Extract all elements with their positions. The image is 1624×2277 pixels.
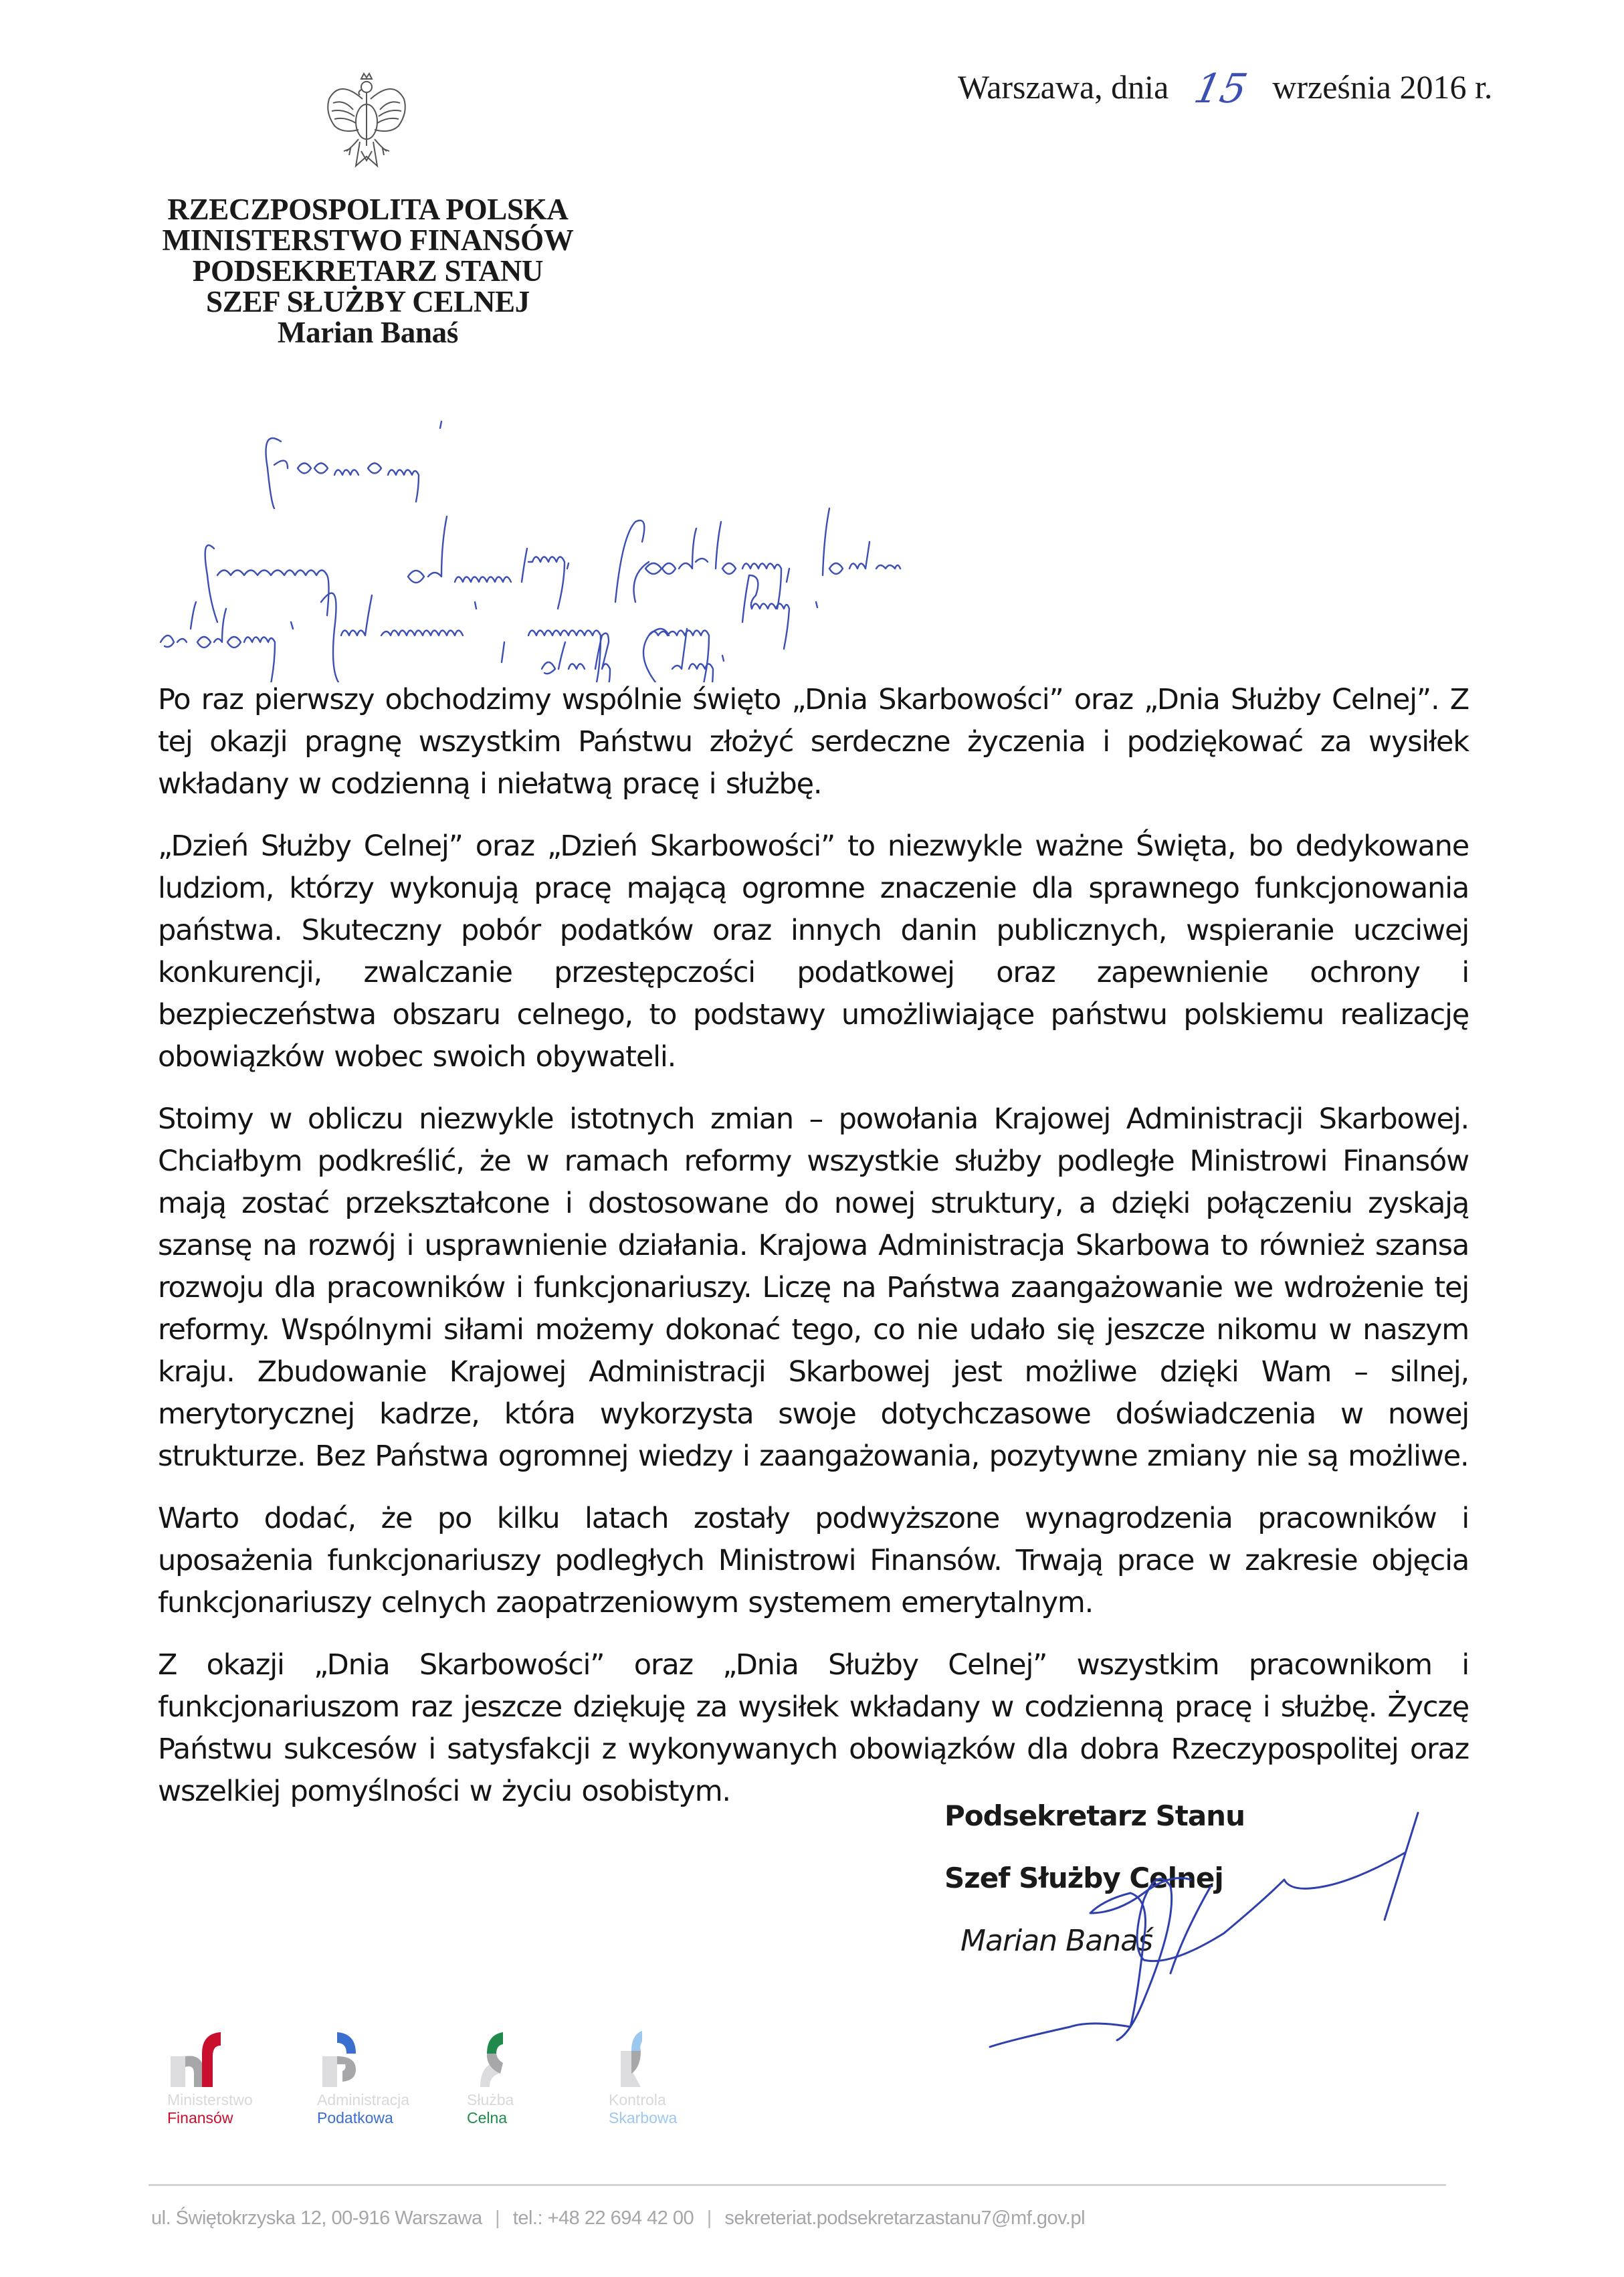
- handwriting-ink: [154, 401, 1619, 682]
- closing-name: Marian Banaś: [960, 1924, 1152, 1958]
- logo-line1: Ministerstwo: [167, 2091, 253, 2108]
- date-prefix: Warszawa, dnia: [958, 68, 1169, 106]
- closing-role-line1: Podsekretarz Stanu: [944, 1799, 1245, 1832]
- header-line-position: PODSEKRETARZ STANU: [192, 254, 544, 288]
- date-line: [958, 62, 1493, 112]
- header-line-ministry: MINISTERSTWO FINANSÓW: [162, 223, 574, 257]
- logo-line2: Skarbowa: [609, 2109, 678, 2126]
- handwritten-day: 15: [1190, 66, 1251, 112]
- handwritten-salutation: [154, 401, 1619, 682]
- logo-administracja-podatkowa: [317, 2027, 451, 2147]
- sc-logo-icon: [467, 2027, 527, 2087]
- date-suffix: września 2016 r.: [1272, 68, 1493, 106]
- letterhead-block: [134, 194, 602, 348]
- logo-line2: Finansów: [167, 2109, 233, 2126]
- footer-separator: |: [706, 2207, 712, 2229]
- letter-body: [158, 679, 1469, 1833]
- header-line-name: Marian Banaś: [277, 316, 459, 349]
- footer-phone: tel.: +48 22 694 42 00: [512, 2207, 694, 2229]
- closing-block: [944, 1799, 1245, 1958]
- body-paragraph: Z okazji „Dnia Skarbowości” oraz „Dnia Służby Celnej” wszystkim pracownikom i funkcjonariuszom raz jeszcze dziękuję za wysiłek wkładany w codzienną pracę i służbę. Życzę Państwu sukcesów i satysfakcji z wykonywanych obowiązków dla dobra Rzeczypospolitej oraz wszelkiej pomyślności w życiu osobistym.: [158, 1648, 1469, 1808]
- body-paragraph: Warto dodać, że po kilku latach zostały podwyższone wynagrodzenia pracowników i uposażenia funkcjonariuszy podległych Ministrowi Finansów. Trwają prace w zakresie objęcia funkcjonariuszy celnych zaopatrzeniowym systemem emerytalnym.: [158, 1502, 1469, 1619]
- logo-line1: Administracja: [317, 2091, 410, 2108]
- footer-contact: [151, 2207, 1085, 2230]
- footer-address: ul. Świętokrzyska 12, 00-916 Warszawa: [151, 2207, 482, 2229]
- agency-logos: [167, 2027, 716, 2147]
- logo-ministerstwo-finansow: [167, 2027, 301, 2147]
- ap-logo-icon: [317, 2027, 377, 2087]
- logo-sluzba-celna: [467, 2027, 601, 2147]
- body-paragraph: „Dzień Służby Celnej” oraz „Dzień Skarbowości” to niezwykle ważne Święta, bo dedykowane ludziom, którzy wykonują pracę mającą ogromne znaczenie dla sprawnego funkcjonowania państwa. Skuteczny pobór podatków oraz innych danin publicznych, wspieranie uczciwej konkurencji, zwalczanie przestępczości podatkowej oraz zapewnienie ochrony i bezpieczeństwa obszaru celnego, to podstawy umożliwiające państwu polskiemu realizację obowiązków wobec swoich obywateli.: [158, 829, 1469, 1074]
- logo-line1: Służba: [467, 2091, 514, 2108]
- footer-divider: [148, 2184, 1446, 2186]
- body-paragraph: Stoimy w obliczu niezwykle istotnych zmian – powołania Krajowej Administracji Skarbowej. Chciałbym podkreślić, że w ramach reformy wszystkie służby podległe Ministrowi Finansów mają zostać przekształcone i dostosowane do nowej struktury, a dzięki połączeniu zyskają szansę na rozwój i usprawnienie działania. Krajowa Administracja Skarbowa to również szansa rozwoju dla pracowników i funkcjonariuszy. Liczę na Państwa zaangażowanie we wdrożenie tej reformy. Wspólnymi siłami możemy dokonać tego, co nie udało się jeszcze nikomu w naszym kraju. Zbudowanie Krajowej Administracji Skarbowej jest możliwe dzięki Wam – silnej, merytorycznej kadrze, która wykorzysta swoje dotychczasowe doświadczenia w nowej strukturze. Bez Państwa ogromnej wiedzy i zaangażowania, pozytywne zmiany nie są możliwe.: [158, 1102, 1469, 1473]
- footer-email-link[interactable]: sekreteriat.podsekretarzastanu7@mf.gov.pl: [724, 2207, 1086, 2229]
- ks-logo-icon: [609, 2027, 669, 2087]
- body-paragraph: Po raz pierwszy obchodzimy wspólnie święto „Dnia Skarbowości” oraz „Dnia Służby Celnej”. Z tej okazji pragnę wszystkim Państwu złożyć serdeczne życzenia i podziękować za wysiłek wkładany w codzienną i niełatwą pracę i służbę.: [158, 683, 1469, 801]
- logo-line2: Celna: [467, 2109, 508, 2126]
- logo-line1: Kontrola: [609, 2091, 666, 2108]
- footer-separator: |: [495, 2207, 500, 2229]
- header-line-country: RZECZPOSPOLITA POLSKA: [167, 193, 569, 226]
- closing-role-line2: Szef Służby Celnej: [944, 1862, 1223, 1894]
- logo-kontrola-skarbowa: [609, 2027, 742, 2147]
- mf-logo-icon: [167, 2027, 227, 2087]
- polish-eagle-emblem-icon: [320, 72, 413, 171]
- header-line-service: SZEF SŁUŻBY CELNEJ: [206, 285, 530, 318]
- logo-line2: Podatkowa: [317, 2109, 393, 2126]
